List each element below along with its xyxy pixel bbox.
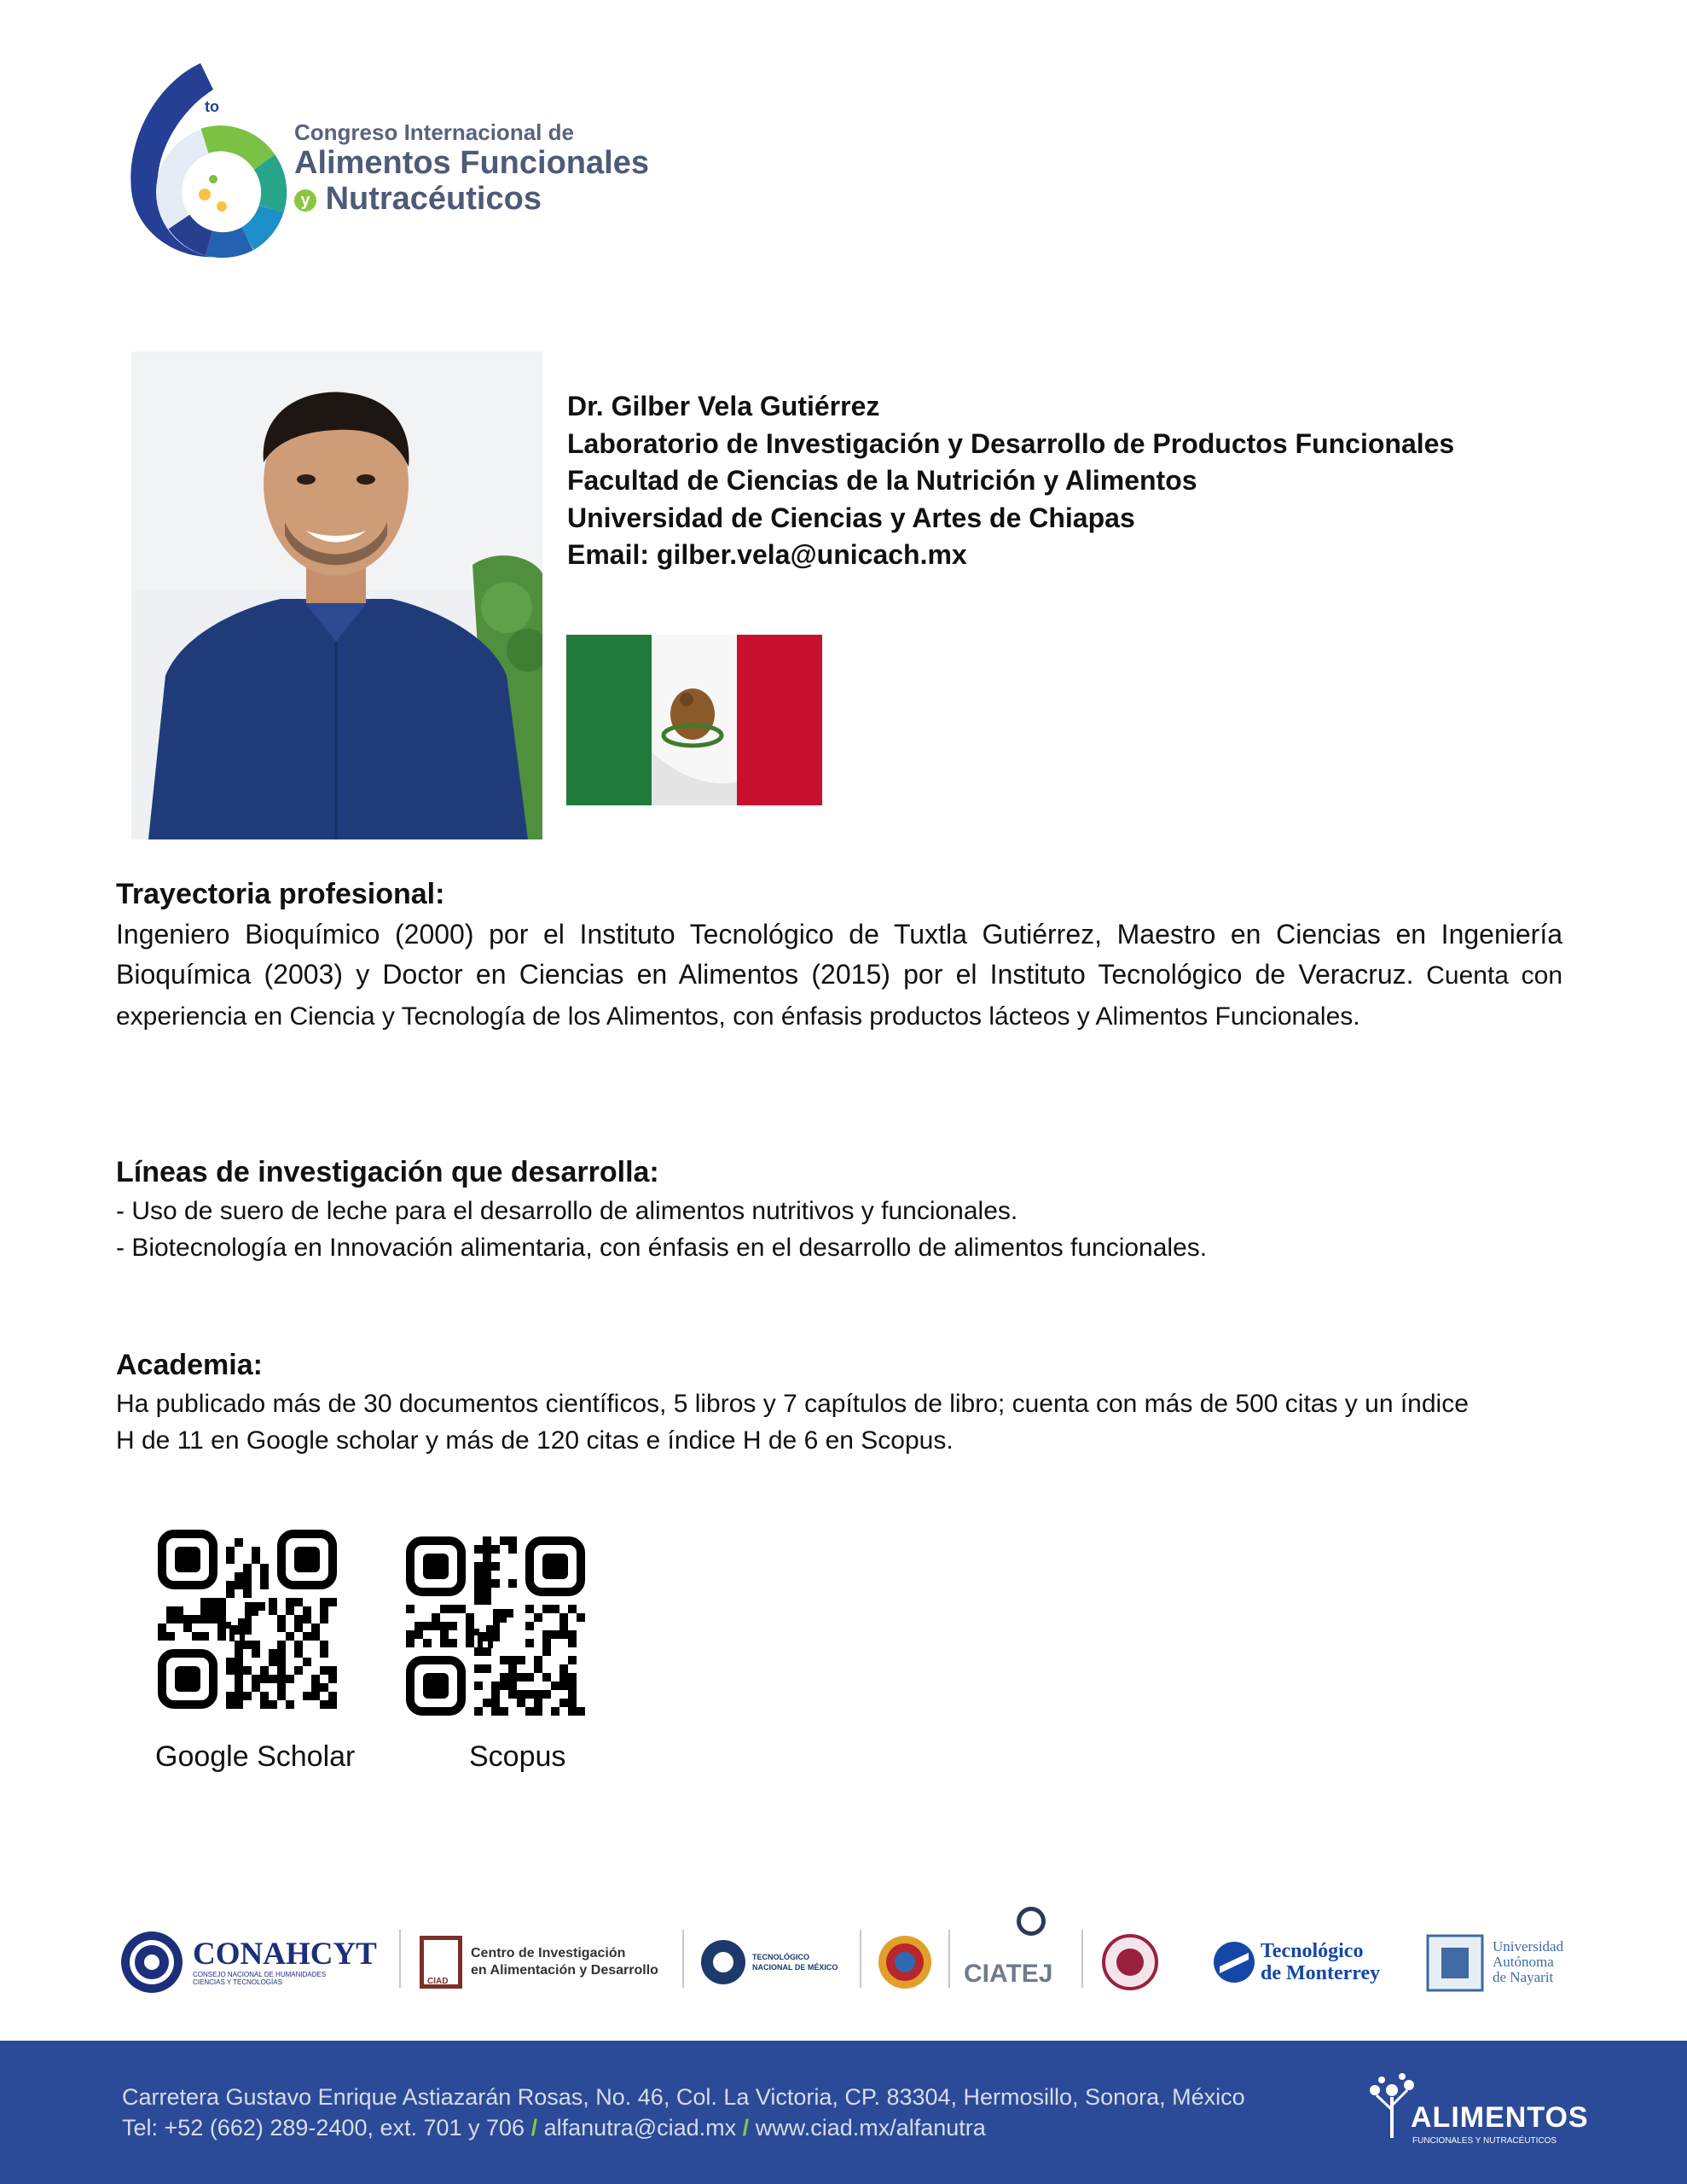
uan-shield-icon [1423, 1929, 1487, 1995]
scopus-label: Scopus [469, 1740, 566, 1773]
conahcyt-emblem-icon [119, 1930, 184, 1995]
footer-email[interactable]: alfanutra@ciad.mx [543, 2115, 737, 2140]
profile-photo [131, 351, 542, 839]
profile-name: Dr. Gilber Vela Gutiérrez [567, 391, 880, 421]
profile-university: Universidad de Ciencias y Artes de Chiapas [567, 502, 1135, 533]
partner-logos [119, 1920, 1586, 2005]
profile-lab: Laboratorio de Investigación y Desarrollo de Productos Funcionales [567, 427, 1455, 459]
congress-6-emblem [119, 60, 290, 273]
scopus-qr-code[interactable] [406, 1536, 585, 1716]
footer-logo-text: ALIMENTOS [1411, 2101, 1589, 2134]
mexico-flag [563, 633, 824, 808]
university-seal-logo [1102, 1920, 1162, 2005]
tree-icon [1366, 2071, 1417, 2140]
profile-email[interactable]: Email: gilber.vela@unicach.mx [567, 539, 967, 570]
logo-line3: y Nutracéuticos [294, 181, 542, 218]
institute-seal-logo [877, 1920, 936, 2005]
footer-web-link[interactable]: www.ciad.mx/alfanutra [755, 2115, 986, 2140]
contact-block [567, 388, 1591, 574]
partner-separator [399, 1930, 401, 1988]
trayectoria-text-2: Cuenta con experiencia en Ciencia y Tecnología de los Alimentos, con énfasis productos lácteos y Alimentos Funcionales. [116, 961, 1562, 1031]
academia-line2: H de 11 en Google scholar y más de 120 citas e índice H de 6 en Scopus. [116, 1426, 954, 1455]
profile-faculty: Facultad de Ciencias de la Nutrición y Alimentos [567, 465, 1197, 496]
mexico-flag-icon [563, 633, 824, 808]
academia-title: Academia: [116, 1349, 263, 1381]
institute-seal-icon [877, 1934, 933, 1990]
portrait-illustration [131, 351, 542, 839]
alimentos-footer-logo [1366, 2071, 1589, 2157]
university-seal-icon [1102, 1932, 1158, 1992]
logo-ordinal: to [205, 98, 219, 115]
google-scholar-qr-code[interactable] [158, 1530, 337, 1709]
tec-monterrey-icon [1213, 1941, 1255, 1984]
lineas-title: Líneas de investigación que desarrolla: [116, 1156, 659, 1188]
logo-line1: Congreso Internacional de [294, 119, 574, 145]
logo-line2: Alimentos Funcionales [294, 145, 649, 181]
lineas-item: - Uso de suero de leche para el desarrollo de alimentos nutritivos y funcionales. [116, 1197, 1018, 1225]
footer-address: Carretera Gustavo Enrique Astiazarán Rosas, No. 46, Col. La Victoria, CP. 83304, Hermosillo, Sonora, México [122, 2084, 1245, 2110]
partner-separator [682, 1930, 684, 1988]
tecnm-logo: TECNOLÓGICO NACIONAL DE MÉXICO [699, 1920, 853, 2005]
trayectoria-text: Ingeniero Bioquímico (2000) por el Instituto Tecnológico de Tuxtla Gutiérrez, Maestro en Ciencias en Ingeniería Bioquímica (2003) y Doctor en Ciencias en Alimentos (2015) por el Instituto Tecnológico de Veracruz. Cuenta con experiencia en Ciencia y Tecnología de los Alimentos, con énfasis productos lácteos y Alimentos Funcionales. [116, 919, 1562, 1031]
section-trayectoria [116, 874, 1562, 1037]
footer-contact: Tel: +52 (662) 289-2400, ext. 701 y 706 / alfanutra@ciad.mx / www.ciad.mx/alfanutra [122, 2115, 986, 2140]
footer-logo-subtext: FUNCIONALES Y NUTRACÉUTICOS [1412, 2136, 1557, 2146]
footer-phone: Tel: +52 (662) 289-2400, ext. 701 y 706 [122, 2115, 525, 2140]
partner-separator [948, 1930, 950, 1988]
ciad-emblem-icon: CIAD [420, 1936, 462, 1989]
ciad-logo: CIAD Centro de Investigación en Alimentación y Desarrollo [420, 1920, 786, 2005]
partner-separator [1081, 1930, 1083, 1988]
ciatej-logo: CIATEJ [964, 1920, 1083, 2005]
uan-logo: Universidad Autónoma de Nayarit [1423, 1920, 1593, 2005]
tec-monterrey-logo: Tecnológico de Monterrey [1213, 1920, 1400, 2005]
logo-connector: y [294, 189, 316, 212]
congress-logo [119, 60, 665, 273]
lineas-item: - Biotecnología en Innovación alimentaria, con énfasis en el desarrollo de alimentos funcionales. [116, 1234, 1208, 1262]
tecnm-gear-icon [699, 1934, 747, 1990]
academia-line1: Ha publicado más de 30 documentos científicos, 5 libros y 7 capítulos de libro; cuenta con más de 500 citas y un índice [116, 1390, 1469, 1418]
conahcyt-logo: CONAHCYT CONSEJO NACIONAL DE HUMANIDADES CIENCIAS Y TECNOLOGÍAS [119, 1920, 392, 2005]
section-academia [116, 1345, 1566, 1459]
section-lineas [116, 1152, 1566, 1266]
ciatej-ring-icon [1017, 1907, 1046, 1936]
partner-separator [860, 1930, 861, 1988]
trayectoria-title: Trayectoria profesional: [116, 878, 445, 910]
google-scholar-label: Google Scholar [155, 1740, 356, 1773]
